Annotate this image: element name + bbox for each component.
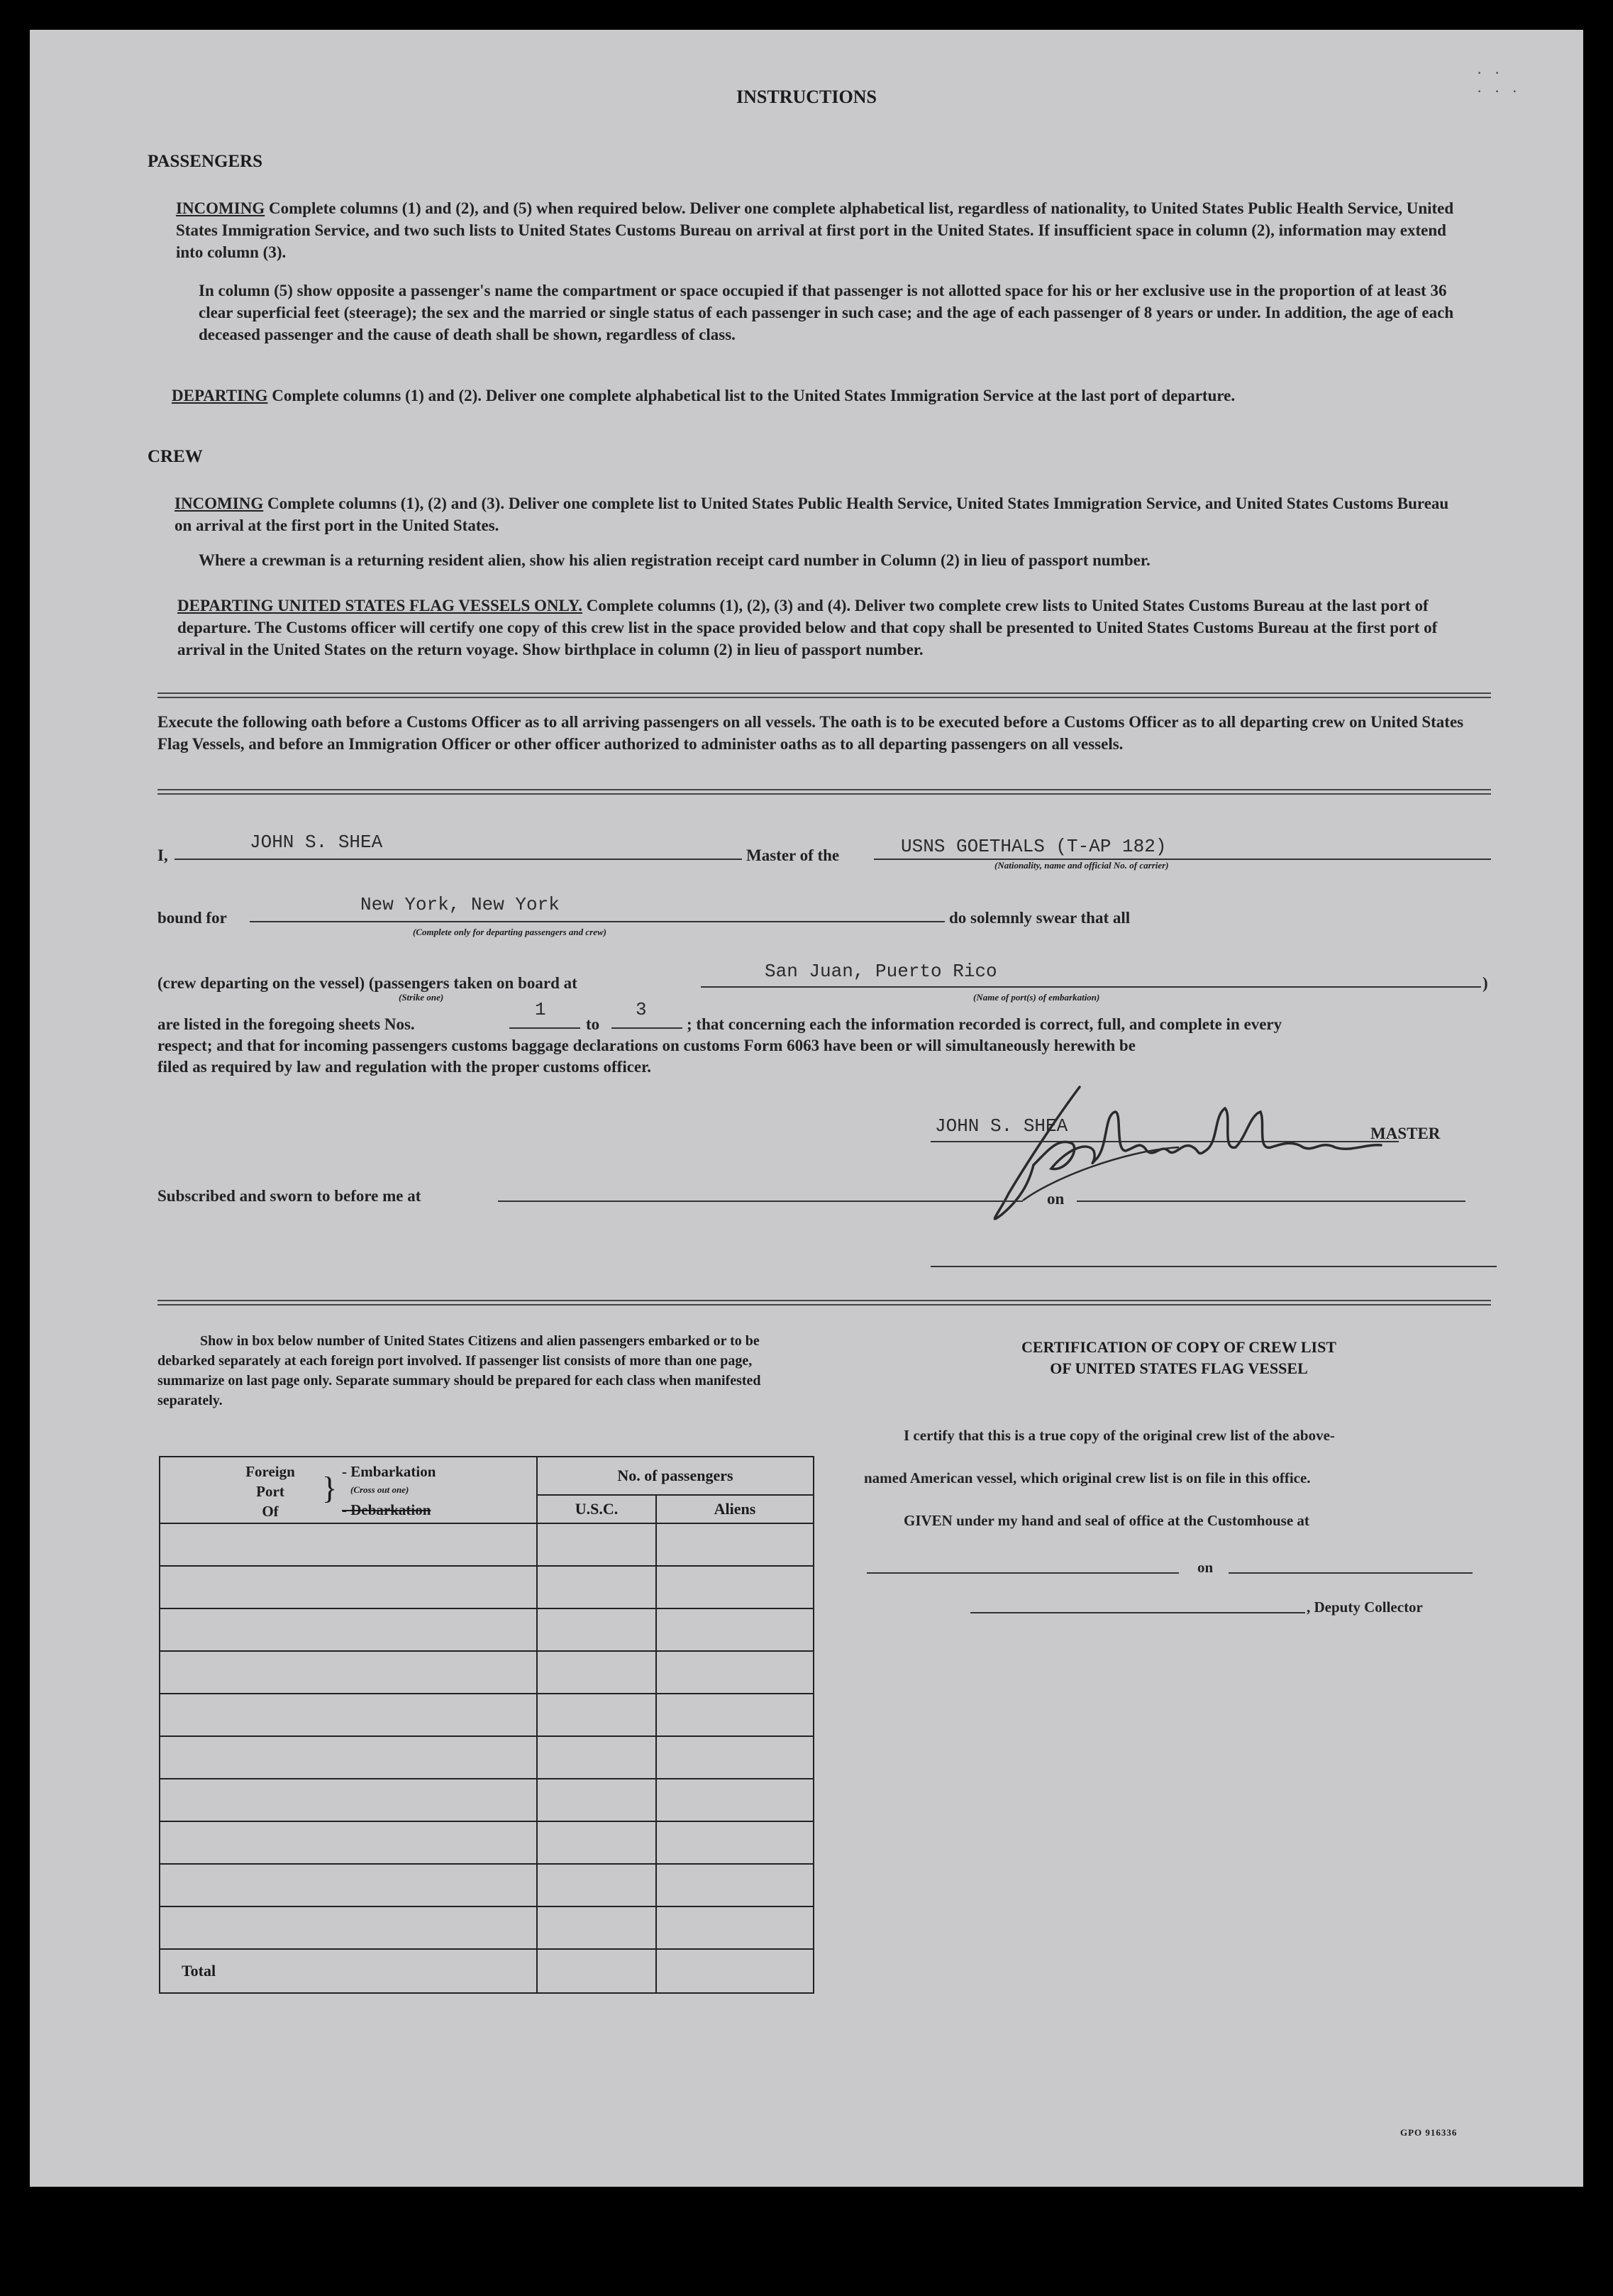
crew-incoming-text: Complete columns (1), (2) and (3). Deliver one complete list to United States Public Health Service, United States Immigration Service, and United States Customs Bureau on arrival at the first port in the United States. <box>174 495 1449 534</box>
swear-text: do solemnly swear that all <box>949 909 1131 927</box>
passengers-incoming-text: Complete columns (1) and (2), and (5) when required below. Deliver one complete alphabetical list, regardless of nationality, to United States Public Health Service, United States Immigration Service, and two such lists to United States Customs Bureau on arrival at first port in the United States. If insufficient space in column (2), information may extend into column (3). <box>176 199 1454 261</box>
sheet-from-line <box>509 1027 580 1029</box>
bound-for-value: New York, New York <box>360 894 560 915</box>
crew-departing-text: (crew departing on the vessel) (passengers taken on board at <box>157 974 577 992</box>
total-label: Total <box>160 1949 537 1993</box>
close-paren: ) <box>1482 974 1488 992</box>
hdr-of: Of <box>262 1503 279 1520</box>
signer-typed-name: JOHN S. SHEA <box>935 1115 1068 1137</box>
vessel-value: USNS GOETHALS (T-AP 182) <box>901 836 1167 857</box>
usc-header: U.S.C. <box>537 1495 656 1523</box>
certification-title-1: CERTIFICATION OF COPY OF CREW LIST <box>1021 1338 1336 1356</box>
oath-intro: Execute the following oath before a Customs Officer as to all arriving passengers on all vessels. The oath is to be executed before a Customs Officer as to all departing crew on United States Flag Vessels, and before an Immigration Officer or other officer authorized to administer oaths as to all departing passengers on all vessels. <box>157 713 1464 753</box>
officer-signature-line <box>931 1266 1497 1267</box>
passengers-departing-paragraph <box>172 385 1458 407</box>
table-row <box>160 1523 814 1566</box>
subscribed-place-line <box>498 1201 1023 1202</box>
statement-line-3: filed as required by law and regulation with the proper customs officer. <box>157 1058 651 1076</box>
port-header-cell <box>160 1457 537 1523</box>
crew-departing-text: Complete columns (1), (2), (3) and (4). Deliver two complete crew lists to United States Customs Bureau at the last port of departure. The Customs officer will certify one copy of this crew list in the space provided below and that copy shall be presented to United States Customs Bureau at the first port of arrival in the United States on the return voyage. Show birthplace in column (2) in lieu of passport number. <box>177 597 1438 658</box>
certification-title <box>867 1337 1491 1379</box>
bound-for-label: bound for <box>157 909 227 927</box>
total-row <box>160 1949 814 1993</box>
divider <box>157 692 1491 698</box>
vessel-caption: (Nationality, name and official No. of carrier) <box>994 860 1169 871</box>
hdr-port: Port <box>256 1483 284 1500</box>
no-passengers-header: No. of passengers <box>537 1457 814 1495</box>
scan-marks: · · · · · <box>1477 64 1521 100</box>
table-row <box>160 1906 814 1949</box>
certification-date-line <box>1229 1572 1473 1574</box>
master-signature <box>980 1073 1392 1236</box>
certification-line-3: GIVEN under my hand and seal of office at the Customhouse at <box>904 1512 1309 1529</box>
deputy-collector-label: , Deputy Collector <box>1307 1599 1423 1616</box>
to-label: to <box>586 1015 600 1033</box>
embark-port-value: San Juan, Puerto Rico <box>765 961 997 982</box>
embark-caption: (Name of port(s) of embarkation) <box>973 992 1100 1003</box>
table-row <box>160 1779 814 1821</box>
passengers-column5-paragraph: In column (5) show opposite a passenger's name the compartment or space occupied if that passenger is not allotted space for his or her exclusive use in the proportion of at least 36 clear superficial feet (steerage); the sex and the married or single status of each passenger in such case; and the age of each passenger of 8 years or under. In addition, the age of each deceased passenger and the cause of death shall be shown, regardless of class. <box>199 282 1454 343</box>
passengers-incoming-paragraph <box>176 197 1458 263</box>
passengers-heading: PASSENGERS <box>148 152 263 171</box>
passenger-summary-table <box>159 1456 814 1994</box>
aliens-header: Aliens <box>656 1495 814 1523</box>
certification-title-2: OF UNITED STATES FLAG VESSEL <box>1050 1359 1308 1377</box>
deputy-signature-line <box>970 1612 1305 1613</box>
crew-incoming-paragraph <box>174 492 1458 536</box>
subscribed-date-line <box>1077 1201 1465 1202</box>
hdr-embarkation: - Embarkation <box>342 1463 436 1480</box>
divider <box>157 789 1491 795</box>
crew-departing-label: DEPARTING UNITED STATES FLAG VESSELS ONLY. <box>177 597 582 614</box>
sheet-to-line <box>611 1027 682 1029</box>
hdr-cross-out: (Cross out one) <box>350 1484 409 1495</box>
crew-incoming-label: INCOMING <box>174 495 264 512</box>
certification-line-1: I certify that this is a true copy of the original crew list of the above- <box>904 1427 1335 1444</box>
sheet-from-value: 1 <box>535 999 546 1020</box>
summary-instructions: Show in box below number of United States Citizens and alien passengers embarked or to be debarked separately at each foreign port involved. If passenger list consists of more than one page, summarize on last page only. Separate summary should be prepared for each class when manifested separately. <box>157 1333 761 1408</box>
statement-line-1: ; that concerning each the information recorded is correct, full, and complete in every <box>687 1015 1282 1033</box>
passengers-incoming-label: INCOMING <box>176 199 265 217</box>
brace-glyph: } <box>322 1471 338 1506</box>
master-label: MASTER <box>1370 1125 1441 1142</box>
subscribed-label: Subscribed and sworn to before me at <box>157 1187 421 1205</box>
passengers-departing-text: Complete columns (1) and (2). Deliver one complete alphabetical list to the United States Immigration Service at the last port of departure. <box>267 387 1236 404</box>
subscribed-on-label: on <box>1047 1190 1065 1208</box>
table-row <box>160 1821 814 1864</box>
master-name-line <box>174 859 742 860</box>
passengers-departing-label: DEPARTING <box>172 387 268 404</box>
crew-departing-paragraph <box>177 595 1458 661</box>
table-row <box>160 1694 814 1736</box>
table-row <box>160 1566 814 1608</box>
table-row <box>160 1651 814 1694</box>
footer-code: GPO 916336 <box>1400 2127 1458 2138</box>
table-row <box>160 1736 814 1779</box>
strike-caption: (Strike one) <box>399 992 444 1003</box>
table-row <box>160 1864 814 1906</box>
divider <box>157 1300 1491 1306</box>
embark-port-line <box>701 986 1481 988</box>
sheet-to-value: 3 <box>636 999 647 1020</box>
certification-line-2: named American vessel, which original crew list is on file in this office. <box>864 1469 1311 1486</box>
hdr-foreign: Foreign <box>245 1463 295 1480</box>
master-of-label: Master of the <box>746 846 840 864</box>
oath-i-label: I, <box>157 846 168 864</box>
statement-line-2: respect; and that for incoming passengers customs baggage declarations on customs Form 6063 have been or will simultaneously herewith be <box>157 1037 1136 1054</box>
listed-text: are listed in the foregoing sheets Nos. <box>157 1015 415 1033</box>
master-name-value: JOHN S. SHEA <box>250 832 383 853</box>
table-row <box>160 1608 814 1651</box>
bound-for-line <box>250 921 945 922</box>
bound-for-caption: (Complete only for departing passengers and crew) <box>413 927 606 937</box>
hdr-debarkation: - Debarkation <box>342 1501 431 1518</box>
certification-on-label: on <box>1197 1559 1214 1576</box>
crew-heading: CREW <box>148 447 203 466</box>
page-title: INSTRUCTIONS <box>736 87 877 107</box>
crew-resident-paragraph: Where a crewman is a returning resident alien, show his alien registration receipt card number in Column (2) in lieu of passport number. <box>199 551 1151 569</box>
form-sheet <box>30 30 1583 2187</box>
customhouse-line <box>867 1572 1179 1574</box>
vessel-line <box>874 859 1491 860</box>
